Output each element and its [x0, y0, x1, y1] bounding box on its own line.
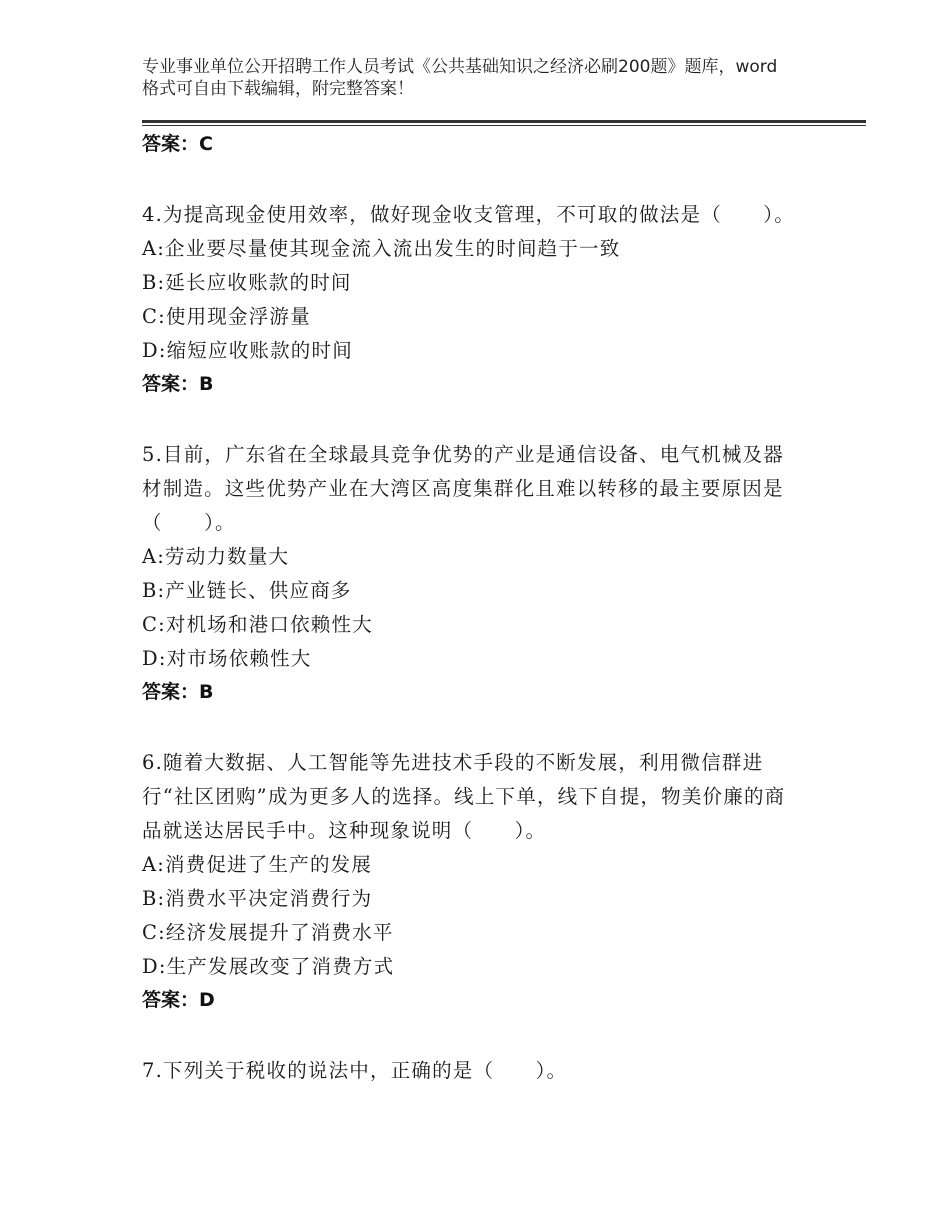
answer: 答案：B	[142, 373, 214, 395]
option-c: C:经济发展提升了消费水平	[142, 921, 394, 944]
option-a: A:企业要尽量使其现金流入流出发生的时间趋于一致	[142, 237, 621, 260]
option-c: C:使用现金浮游量	[142, 305, 311, 328]
header-title: 专业事业单位公开招聘工作人员考试《公共基础知识之经济必刷200题》题库，word格式可自由下载编辑，附完整答案！	[142, 57, 778, 99]
question-stem: 4.为提高现金使用效率，做好现金收支管理，不可取的做法是（ ）。	[142, 203, 795, 226]
header-rule-thick	[142, 120, 866, 123]
option-a: A:消费促进了生产的发展	[142, 853, 373, 876]
question-list	[142, 128, 802, 1088]
option-c: C:对机场和港口依赖性大	[142, 613, 373, 636]
option-b: B:消费水平决定消费行为	[142, 887, 373, 910]
answer: 答案：B	[142, 681, 214, 703]
question-stem: 6.随着大数据、人工智能等先进技术手段的不断发展，利用微信群进行“社区团购”成为更多人的选择。线上下单，线下自提，物美价廉的商品就送达居民手中。这种现象说明（ ）。	[142, 751, 786, 842]
option-b: B:延长应收账款的时间	[142, 271, 352, 294]
answer: 答案：D	[142, 989, 215, 1011]
option-d: D:缩短应收账款的时间	[142, 339, 353, 362]
question-5	[142, 438, 802, 708]
question-6	[142, 746, 802, 1016]
option-d: D:对市场依赖性大	[142, 647, 312, 670]
option-a: A:劳动力数量大	[142, 545, 290, 568]
question-stem: 7.下列关于税收的说法中，正确的是（ ）。	[142, 1059, 568, 1082]
option-d: D:生产发展改变了消费方式	[142, 955, 395, 978]
document-header	[142, 56, 782, 100]
option-b: B:产业链长、供应商多	[142, 579, 352, 602]
prev-answer: 答案：C	[142, 133, 213, 155]
question-4	[142, 198, 802, 400]
question-7	[142, 1054, 802, 1088]
header-rule-thin	[142, 125, 866, 126]
question-stem: 5.目前，广东省在全球最具竞争优势的产业是通信设备、电气机械及器材制造。这些优势产业在大湾区高度集群化且难以转移的最主要原因是（ ）。	[142, 443, 785, 534]
